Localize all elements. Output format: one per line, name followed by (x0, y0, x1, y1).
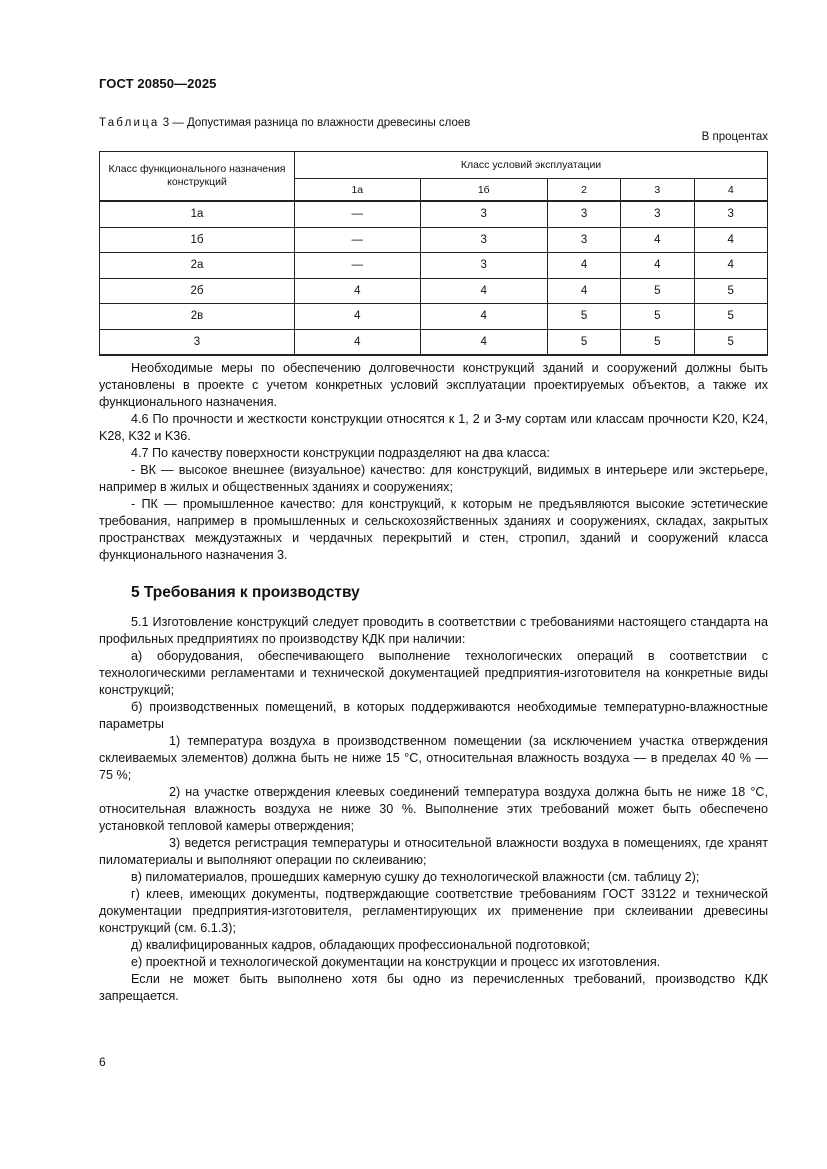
table-units: В процентах (701, 131, 768, 143)
list-item: а) оборудования, обеспечивающего выполнение технологических операций в соответствии с технологическими регламентами и технической документацией предприятия-изготовителя на конкретные виды конструкций; (99, 649, 768, 697)
table-cell: 3 (420, 201, 547, 227)
paragraph: Если не может быть выполнено хотя бы одно из перечисленных требований, производство КДК запрещается. (99, 972, 768, 1003)
column-header: 1а (295, 179, 421, 202)
sub-list-item: 3) ведется регистрация температуры и относительной влажности воздуха в помещениях, где хранят пиломатериалы и выполняют операции по склеиванию; (99, 836, 768, 867)
table-cell: 4 (420, 278, 547, 304)
table-cell: 5 (547, 329, 620, 355)
row-label: 1а (100, 201, 295, 227)
table-cell: 4 (694, 227, 768, 253)
row-label: 3 (100, 329, 295, 355)
table-cell: 4 (547, 278, 620, 304)
table-caption (99, 117, 470, 129)
sub-list-item: 2) на участке отверждения клеевых соединений температура воздуха должна быть не ниже 18 °С, относительная влажность воздуха не ниже 30 %. Выполнение этих требований может быть обеспечено установкой тепловой камеры отверждения; (99, 785, 768, 833)
paragraph: 5.1 Изготовление конструкций следует проводить в соответствии с требованиями настоящего стандарта на профильных предприятиях по производству КДК при наличии: (99, 615, 768, 646)
section-title: 5 Требования к производству (131, 584, 360, 601)
table-row (100, 253, 768, 279)
moisture-difference-table (99, 151, 768, 356)
row-label: 1б (100, 227, 295, 253)
table-cell: 5 (694, 304, 768, 330)
table-cell: 5 (621, 304, 694, 330)
paragraph: 4.7 По качеству поверхности конструкции подразделяют на два класса: (131, 446, 550, 460)
list-item: г) клеев, имеющих документы, подтверждающие соответствие требованиям ГОСТ 33122 и технической документации предприятия-изготовителя, регламентирующих их применение при склеивании древесины конструкций (см. 6.1.3); (99, 887, 768, 935)
list-item: в) пиломатериалов, прошедших камерную сушку до технологической влажности (см. таблицу 2); (131, 870, 700, 884)
table-cell: 5 (547, 304, 620, 330)
document-id: ГОСТ 20850—2025 (99, 76, 217, 91)
row-label: 2в (100, 304, 295, 330)
table-row (100, 227, 768, 253)
paragraph: 4.6 По прочности и жесткости конструкции относятся к 1, 2 и 3-му сортам или классам прочности K20, K24, K28, K32 и K36. (99, 412, 768, 443)
table-caption-word: Таблица (99, 117, 160, 129)
body-section-5 (99, 614, 768, 1005)
table-cell: 4 (295, 304, 421, 330)
page-number: 6 (99, 1055, 106, 1069)
table-cell: 4 (621, 227, 694, 253)
table-row (100, 329, 768, 355)
table-cell: 4 (295, 329, 421, 355)
column-header: 4 (694, 179, 768, 202)
list-item: д) квалифицированных кадров, обладающих профессиональной подготовкой; (131, 938, 590, 952)
table-row (100, 278, 768, 304)
row-label: 2а (100, 253, 295, 279)
table-cell: 3 (547, 227, 620, 253)
table-cell: 4 (547, 253, 620, 279)
table-cell: 4 (621, 253, 694, 279)
list-item: - ПК — промышленное качество: для конструкций, к которым не предъявляются высокие эстетические требования, например в промышленных и сельскохозяйственных зданиях и сооружениях, складах, закрытых пространствах междуэтажных и чердачных перекрытий и стен, стропил, зданий и сооружений класса функционального назначения 3. (99, 497, 768, 562)
table-row (100, 201, 768, 227)
table-cell: 3 (420, 227, 547, 253)
sub-list-item: 1) температура воздуха в производственном помещении (за исключением участка отверждения склеиваемых элементов) должна быть не ниже 15 °С, относительная влажность воздуха — в пределах 40 % — 75 %; (99, 734, 768, 782)
table-cell: 3 (420, 253, 547, 279)
list-item: - ВК — высокое внешнее (визуальное) качество: для конструкций, видимых в интерьере или экстерьере, например в жилых и общественных зданиях и сооружениях; (99, 463, 768, 494)
table-cell: — (295, 253, 421, 279)
list-item: е) проектной и технологической документации на конструкции и процесс их изготовления. (131, 955, 661, 969)
table-cell: 5 (694, 278, 768, 304)
list-item: б) производственных помещений, в которых поддерживаются необходимые температурно-влажностные параметры (99, 700, 768, 731)
column-group-header: Класс условий эксплуатации (295, 152, 768, 179)
table-cell: 5 (694, 329, 768, 355)
table-cell: 3 (694, 201, 768, 227)
body-section-4 (99, 360, 768, 564)
row-label: 2б (100, 278, 295, 304)
table-cell: 4 (420, 304, 547, 330)
table-cell: 5 (621, 278, 694, 304)
table-cell: 3 (621, 201, 694, 227)
table-cell: — (295, 201, 421, 227)
table-row (100, 304, 768, 330)
table-caption-title: 3 — Допустимая разница по влажности древесины слоев (159, 117, 471, 129)
table-cell: 4 (420, 329, 547, 355)
column-header: 3 (621, 179, 694, 202)
column-header: 2 (547, 179, 620, 202)
table-cell: 3 (547, 201, 620, 227)
table-cell: 4 (694, 253, 768, 279)
table-cell: 4 (295, 278, 421, 304)
table-cell: — (295, 227, 421, 253)
column-header: 1б (420, 179, 547, 202)
row-header-cell: Класс функционального назначения конструкций (100, 152, 295, 202)
paragraph: Необходимые меры по обеспечению долговечности конструкций зданий и сооружений должны быть установлены в проекте с учетом конкретных условий эксплуатации проектируемых объектов, а также их функционального назначения. (99, 361, 768, 409)
table-cell: 5 (621, 329, 694, 355)
